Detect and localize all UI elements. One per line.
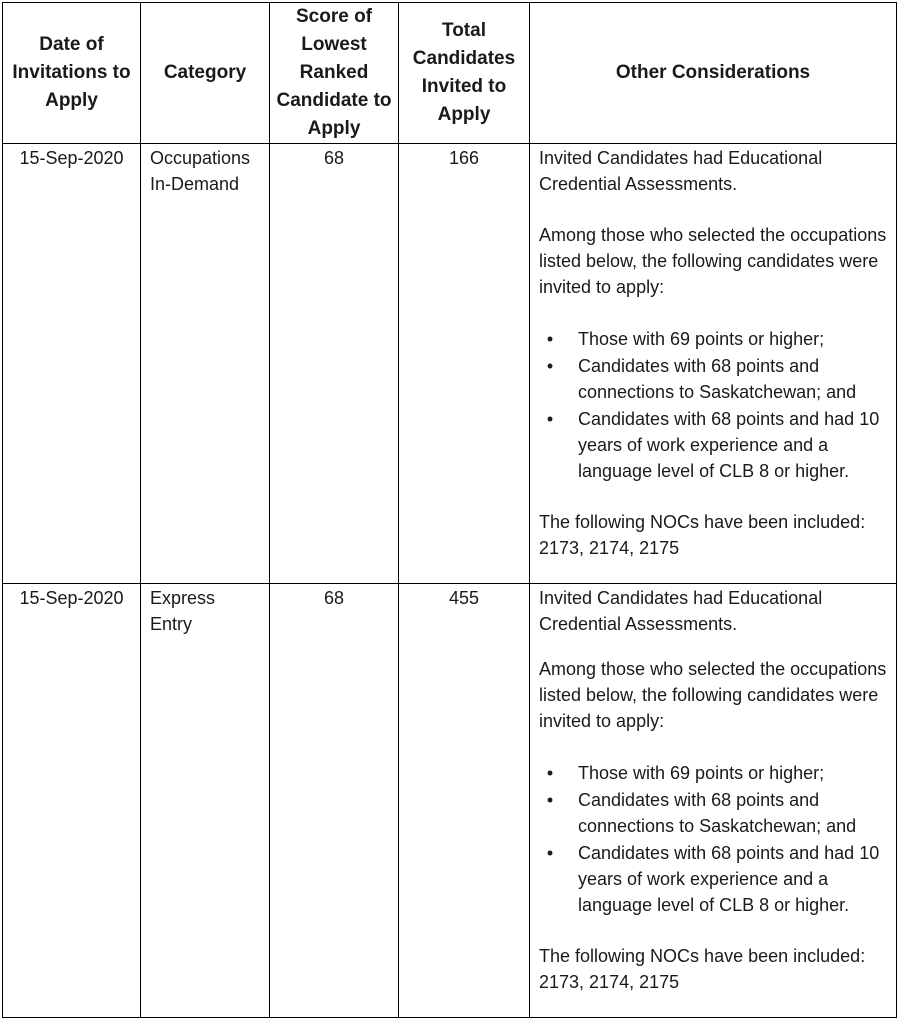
bullet-icon: • bbox=[546, 329, 554, 349]
list-item bbox=[539, 326, 887, 352]
among-text: Among those who selected the occupations listed below, the following candidates were invited to apply: bbox=[539, 225, 887, 297]
cell-other-considerations bbox=[530, 584, 897, 1018]
bullet-icon: • bbox=[546, 790, 554, 810]
intro-text: Invited Candidates had Educational Credential Assessments. bbox=[539, 588, 823, 634]
invitations-table bbox=[2, 2, 897, 1018]
cell-other-considerations bbox=[530, 144, 897, 584]
header-score: Score of Lowest Ranked Candidate to Apply bbox=[270, 3, 399, 144]
list-item-text: Candidates with 68 points and connections to Saskatchewan; and bbox=[578, 356, 857, 402]
list-item bbox=[539, 406, 887, 484]
cell-total: 166 bbox=[399, 144, 530, 584]
list-item bbox=[539, 840, 887, 918]
list-item bbox=[539, 787, 887, 839]
header-date: Date of Invitations to Apply bbox=[3, 3, 141, 144]
cell-category: Occupations In-Demand bbox=[141, 144, 270, 584]
list-item-text: Candidates with 68 points and had 10 years of work experience and a language level of CLB 8 or higher. bbox=[578, 409, 880, 481]
bullet-icon: • bbox=[546, 843, 554, 863]
list-item bbox=[539, 760, 887, 786]
criteria-list bbox=[539, 326, 887, 484]
table-row bbox=[3, 144, 897, 584]
intro-text: Invited Candidates had Educational Credential Assessments. bbox=[539, 148, 823, 194]
criteria-list bbox=[539, 760, 887, 918]
list-item-text: Candidates with 68 points and connections to Saskatchewan; and bbox=[578, 790, 857, 836]
table-row bbox=[3, 584, 897, 1018]
nocs-text: The following NOCs have been included: 2173, 2174, 2175 bbox=[539, 946, 866, 992]
bullet-icon: • bbox=[546, 356, 554, 376]
list-item-text: Those with 69 points or higher; bbox=[578, 763, 825, 783]
cell-date: 15-Sep-2020 bbox=[3, 144, 141, 584]
cell-date: 15-Sep-2020 bbox=[3, 584, 141, 1018]
cell-category: Express Entry bbox=[141, 584, 270, 1018]
cell-score: 68 bbox=[270, 144, 399, 584]
header-row bbox=[3, 3, 897, 144]
list-item-text: Candidates with 68 points and had 10 years of work experience and a language level of CLB 8 or higher. bbox=[578, 843, 880, 915]
bullet-icon: • bbox=[546, 763, 554, 783]
cell-score: 68 bbox=[270, 584, 399, 1018]
cell-total: 455 bbox=[399, 584, 530, 1018]
list-item bbox=[539, 353, 887, 405]
nocs-text: The following NOCs have been included: 2173, 2174, 2175 bbox=[539, 512, 866, 558]
header-total: Total Candidates Invited to Apply bbox=[399, 3, 530, 144]
header-category: Category bbox=[141, 3, 270, 144]
header-other: Other Considerations bbox=[530, 3, 897, 144]
bullet-icon: • bbox=[546, 409, 554, 429]
among-text: Among those who selected the occupations listed below, the following candidates were invited to apply: bbox=[539, 659, 887, 731]
list-item-text: Those with 69 points or higher; bbox=[578, 329, 825, 349]
